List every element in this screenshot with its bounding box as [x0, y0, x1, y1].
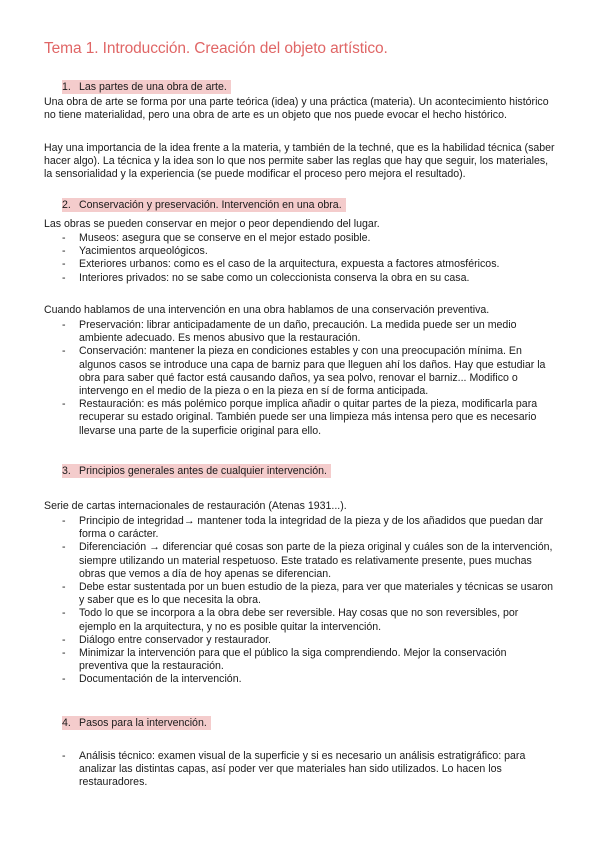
paragraph: Hay una importancia de la idea frente a la materia, y también de la techné, que es la habilidad técnica (saber hacer algo). La técnica y la idea son lo que nos permite saber las reglas que hay que seguir, los materiales, la sensorialidad y la experiencia (se puede modificar el proceso pero mejora el resultado). — [44, 142, 555, 181]
list-item-text: Museos: asegura que se conserve en el mejor estado posible. — [79, 232, 371, 244]
list-item-text: Yacimientos arqueológicos. — [79, 245, 208, 258]
list-item — [62, 319, 558, 345]
list-item — [62, 245, 558, 258]
section-heading-1 — [62, 80, 231, 94]
dash-marker: - — [62, 515, 66, 527]
dash-marker: - — [62, 673, 66, 686]
paragraph: Serie de cartas internacionales de restauración (Atenas 1931...). — [44, 500, 347, 512]
list-item-text: Análisis técnico: examen visual de la superficie y si es necesario un análisis estratigráfico: para analizar las distintas capas, así poder ver que materiales han sido utilizados. Lo hacen los restauradores. — [79, 750, 526, 789]
dash-marker: - — [62, 750, 66, 762]
section-number: 3. — [62, 465, 71, 477]
section-heading-2 — [62, 198, 346, 212]
dash-marker: - — [62, 647, 66, 660]
list-item — [62, 398, 558, 438]
dash-marker: - — [62, 581, 66, 594]
list-item — [62, 258, 558, 271]
dash-marker: - — [62, 245, 66, 258]
list-item-text: Exteriores urbanos: como es el caso de la arquitectura, expuesta a factores atmosféricos. — [79, 258, 500, 271]
paragraph: Una obra de arte se forma por una parte teórica (idea) y una práctica (materia). Un acontecimiento histórico no tiene materialidad, pero una obra de arte es un objeto que nos puede evocar el hecho histórico. — [44, 96, 549, 122]
list-item-text: Minimizar la intervención para que el público la siga comprendiendo. Mejor la conservación preventiva que la restauración. — [79, 647, 507, 673]
list-item — [62, 232, 558, 245]
list-item — [62, 647, 558, 673]
list-item — [62, 634, 558, 647]
dash-marker: - — [62, 271, 66, 284]
list-item — [62, 607, 558, 633]
list-item-text: Interiores privados: no se sabe como un coleccionista conserva la obra en su casa. — [79, 271, 470, 284]
list-item-text: Restauración: es más polémico porque implica añadir o quitar partes de la pieza, modificarla para recuperar su estado original. También puede ser una limpieza más intensa pero que es necesario llevarse una parte de la superficie original para ello. — [79, 398, 538, 437]
section-title: Principios generales antes de cualquier intervención. — [79, 465, 327, 477]
dash-marker: - — [62, 258, 66, 271]
bullet-list — [62, 750, 558, 790]
list-item-text: Diálogo entre conservador y restaurador. — [79, 633, 271, 646]
dash-marker: - — [62, 541, 66, 554]
dash-marker: - — [62, 319, 66, 331]
bullet-list — [62, 232, 558, 285]
section-number: 4. — [62, 717, 71, 729]
bullet-list — [62, 515, 558, 687]
list-item-text: Preservación: librar anticipadamente de un daño, precaución. La medida puede ser un medio ambiente adecuado. Es menos abusivo que la restauración. — [79, 319, 517, 345]
paragraph: Las obras se pueden conservar en mejor o peor dependiendo del lugar. — [44, 218, 380, 230]
list-item — [62, 673, 558, 686]
list-item-text: Todo lo que se incorpora a la obra debe ser reversible. Hay cosas que no son reversibles, por ejemplo en la arquitectura, y no es posible quitar la intervención. — [79, 607, 519, 633]
dash-marker: - — [62, 607, 66, 620]
section-number: 2. — [62, 199, 71, 211]
page-title: Tema 1. Introducción. Creación del objeto artístico. — [44, 40, 388, 57]
list-item-text: Debe estar sustentada por un buen estudio de la pieza, para ver que materiales y técnicas se usaron y saber que es lo que necesita la obra. — [79, 581, 554, 607]
section-heading-4 — [62, 716, 211, 730]
section-title: Conservación y preservación. Intervención en una obra. — [79, 199, 342, 211]
list-item — [62, 345, 558, 398]
list-item-text: Diferenciación → diferenciar qué cosas son parte de la pieza original y cuáles son de la intervención, siempre utilizando un material respetuoso. Este tratado es relativamente presente, pues muchas obras que vemos a día de hoy apenas se diferencian. — [79, 541, 553, 580]
section-number: 1. — [62, 81, 71, 93]
list-item-text: Principio de integridad→ mantener toda la integridad de la pieza y de los añadidos que puedan dar forma o carácter. — [79, 515, 544, 541]
dash-marker: - — [62, 633, 66, 646]
dash-marker: - — [62, 345, 66, 358]
section-title: Las partes de una obra de arte. — [79, 81, 227, 93]
dash-marker: - — [62, 232, 66, 244]
list-item — [62, 515, 558, 541]
bullet-list — [62, 319, 558, 438]
list-item-text: Documentación de la intervención. — [79, 673, 242, 686]
section-heading-3 — [62, 464, 331, 478]
dash-marker: - — [62, 398, 66, 411]
list-item — [62, 541, 558, 581]
section-title: Pasos para la intervención. — [79, 717, 207, 729]
list-item — [62, 581, 558, 607]
paragraph: Cuando hablamos de una intervención en una obra hablamos de una conservación preventiva. — [44, 304, 490, 316]
list-item — [62, 750, 558, 790]
list-item — [62, 272, 558, 285]
list-item-text: Conservación: mantener la pieza en condiciones estables y con una preocupación mínima. En algunos casos se introduce una capa de barniz para que lleguen ahí los daños. Hay que estudiar la obra para saber qué factor está causando daños, ya sea polvo, renovar el barniz... Modifico o intervengo en el medio de la pieza o en la pieza en sí de forma anticipada. — [79, 345, 546, 398]
